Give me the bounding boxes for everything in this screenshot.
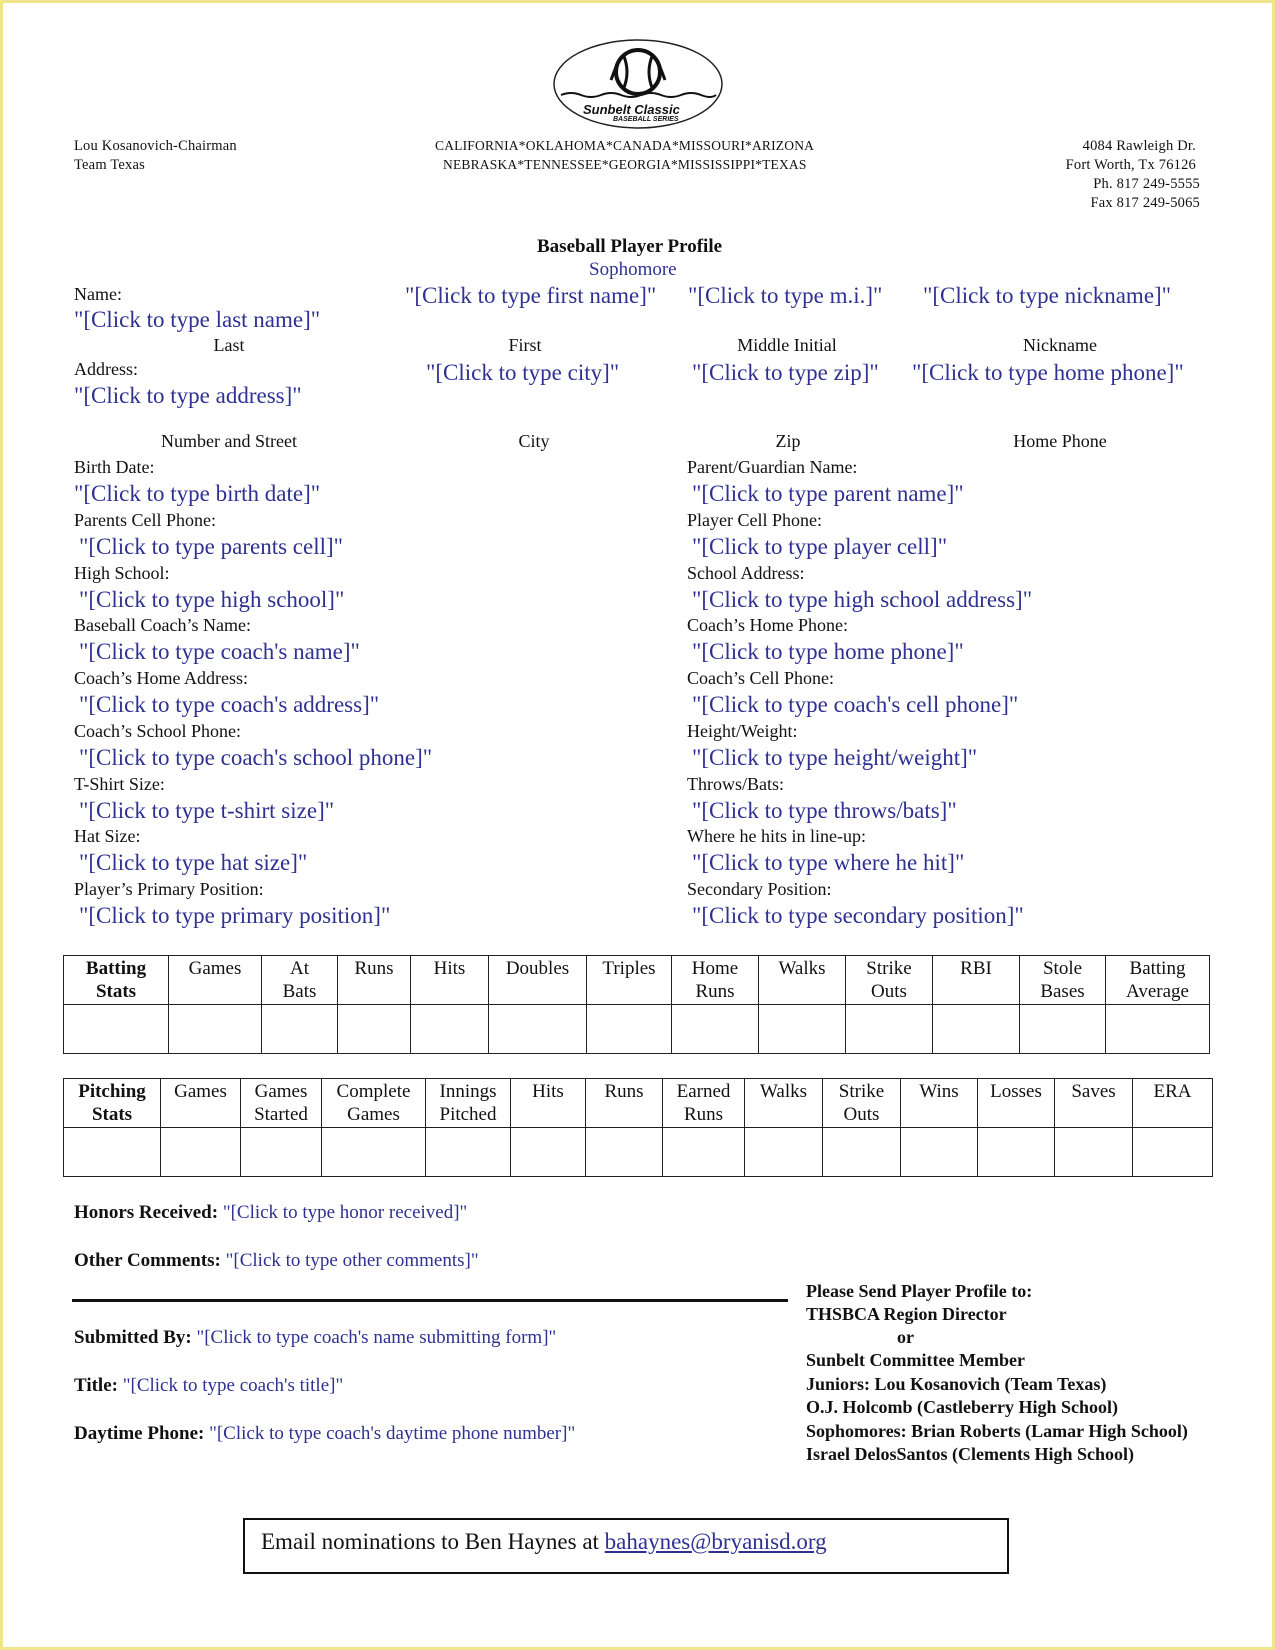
honors-row [74,1202,467,1224]
email-text: Email nominations to Ben Haynes at [261,1529,599,1554]
email-line [261,1529,827,1555]
honors-label: Honors Received: [74,1202,219,1223]
batting-col-triples: Triples [587,956,672,1005]
parent-name-field[interactable]: "[Click to type parent name]" [692,481,964,506]
hat-size-label: Hat Size: [74,826,141,846]
send-to-line: Sunbelt Committee Member [806,1350,1025,1370]
pitching-cell[interactable] [426,1128,511,1177]
height-weight-field[interactable]: "[Click to type height/weight]" [692,745,978,770]
coach-address-field[interactable]: "[Click to type coach's address]" [79,692,380,717]
batting-cell[interactable] [1020,1005,1106,1054]
middle-initial-field[interactable]: "[Click to type m.i.]" [688,283,883,308]
caption-zip: Zip [775,431,801,451]
divider [72,1299,788,1302]
logo-title: Sunbelt Classic [583,102,680,117]
batting-cell[interactable] [672,1005,759,1054]
pitching-header-row [64,1079,1213,1128]
name-label: Name: [74,284,122,304]
batting-col-runs: Runs [338,956,411,1005]
lineup-label: Where he hits in line-up: [687,826,866,846]
caption-number-street: Number and Street [161,431,297,451]
pitching-cell[interactable] [978,1128,1055,1177]
title-row [74,1375,343,1397]
caption-last: Last [213,335,245,355]
batting-col-hits: Hits [411,956,489,1005]
batting-col-rbi: RBI [933,956,1020,1005]
batting-col-stole-bases: Stole Bases [1020,956,1106,1005]
pitching-value-row [64,1128,1213,1177]
zip-field[interactable]: "[Click to type zip]" [692,360,879,385]
throws-bats-field[interactable]: "[Click to type throws/bats]" [692,798,957,823]
pitching-col-hits: Hits [511,1079,586,1128]
throws-bats-label: Throws/Bats: [687,774,784,794]
pitching-cell[interactable] [663,1128,745,1177]
batting-cell[interactable] [411,1005,489,1054]
pitching-col-wins: Wins [901,1079,978,1128]
class-level[interactable]: Sophomore [589,259,677,280]
pitching-col-losses: Losses [978,1079,1055,1128]
birth-date-field[interactable]: "[Click to type birth date]" [74,481,321,506]
birth-date-label: Birth Date: [74,457,155,477]
caption-first: First [508,335,542,355]
pitching-cell[interactable] [745,1128,823,1177]
header-right-line-3: Ph. 817 249-5555 [1093,176,1200,192]
primary-position-label: Player’s Primary Position: [74,879,264,899]
batting-cell[interactable] [587,1005,672,1054]
send-to-line: Please Send Player Profile to: [806,1281,1033,1301]
email-box [243,1518,1009,1574]
header-center-line-1: CALIFORNIA*OKLAHOMA*CANADA*MISSOURI*ARIZONA [435,138,815,153]
lineup-field[interactable]: "[Click to type where he hit]" [692,850,965,875]
pitching-cell[interactable] [901,1128,978,1177]
batting-col-home-runs: Home Runs [672,956,759,1005]
pitching-cell[interactable] [241,1128,322,1177]
pitching-cell [64,1128,161,1177]
honors-field[interactable]: "[Click to type honor received]" [222,1202,468,1223]
pitching-header-stats: Pitching Stats [64,1079,161,1128]
batting-value-row [64,1005,1210,1054]
coach-school-phone-field[interactable]: "[Click to type coach's school phone]" [79,745,433,770]
pitching-col-innings-pitched: Innings Pitched [426,1079,511,1128]
batting-col-doubles: Doubles [489,956,587,1005]
batting-cell [64,1005,169,1054]
pitching-cell[interactable] [1055,1128,1133,1177]
send-to-line: O.J. Holcomb (Castleberry High School) [806,1397,1118,1417]
secondary-position-field[interactable]: "[Click to type secondary position]" [692,903,1024,928]
batting-cell[interactable] [262,1005,338,1054]
send-to-line: Juniors: Lou Kosanovich (Team Texas) [806,1374,1107,1394]
coach-name-field[interactable]: "[Click to type coach's name]" [79,639,360,664]
first-name-field[interactable]: "[Click to type first name]" [405,283,657,308]
school-address-field[interactable]: "[Click to type high school address]" [692,587,1033,612]
pitching-stats-table [63,1078,1213,1177]
primary-position-field[interactable]: "[Click to type primary position]" [79,903,391,928]
pitching-col-complete-games: Complete Games [322,1079,426,1128]
title-label: Title: [74,1375,118,1396]
last-name-field[interactable]: "[Click to type last name]" [74,307,321,332]
pitching-cell[interactable] [586,1128,663,1177]
tshirt-size-label: T-Shirt Size: [74,774,165,794]
parent-name-label: Parent/Guardian Name: [687,457,858,477]
header-right-line-4: Fax 817 249-5065 [1090,195,1200,211]
batting-cell[interactable] [489,1005,587,1054]
send-to-line: or [897,1327,914,1347]
tshirt-size-field[interactable]: "[Click to type t-shirt size]" [79,798,335,823]
send-to-line: Israel DelosSantos (Clements High School) [806,1444,1134,1464]
school-address-label: School Address: [687,563,805,583]
address-field[interactable]: "[Click to type address]" [74,383,302,408]
parents-cell-label: Parents Cell Phone: [74,510,216,530]
batting-col-games: Games [169,956,262,1005]
player-cell-label: Player Cell Phone: [687,510,822,530]
batting-header-stats: Batting Stats [64,956,169,1005]
send-to-line: THSBCA Region Director [806,1304,1007,1324]
coach-address-label: Coach’s Home Address: [74,668,248,688]
coach-cell-phone-label: Coach’s Cell Phone: [687,668,834,688]
batting-cell[interactable] [933,1005,1020,1054]
batting-header-row [64,956,1210,1005]
pitching-col-runs: Runs [586,1079,663,1128]
batting-col-strike-outs: Strike Outs [846,956,933,1005]
parents-cell-field[interactable]: "[Click to type parents cell]" [79,534,344,559]
submitted-field[interactable]: "[Click to type coach's name submitting form]" [196,1327,557,1348]
batting-cell[interactable] [338,1005,411,1054]
batting-col-at-bats: At Bats [262,956,338,1005]
batting-stats-table [63,955,1210,1054]
header-center-line-2: NEBRASKA*TENNESSEE*GEORGIA*MISSISSIPPI*TEXAS [443,157,807,172]
coach-school-phone-label: Coach’s School Phone: [74,721,241,741]
coach-cell-phone-field[interactable]: "[Click to type coach's cell phone]" [692,692,1019,717]
coach-home-phone-label: Coach’s Home Phone: [687,615,848,635]
daytime-label: Daytime Phone: [74,1423,205,1444]
comments-field[interactable]: "[Click to type other comments]" [225,1250,479,1271]
pitching-col-walks: Walks [745,1079,823,1128]
pitching-col-games: Games [161,1079,241,1128]
submitted-label: Submitted By: [74,1327,192,1348]
address-label: Address: [74,359,138,379]
caption-city: City [518,431,550,451]
form-title: Baseball Player Profile [537,236,723,257]
caption-home-phone: Home Phone [1013,431,1107,451]
batting-cell[interactable] [759,1005,846,1054]
header-left-line-1: Lou Kosanovich-Chairman [74,138,237,154]
daytime-row [74,1423,575,1445]
caption-nickname: Nickname [1023,335,1097,355]
comments-row [74,1250,479,1272]
comments-label: Other Comments: [74,1250,221,1271]
coach-name-label: Baseball Coach’s Name: [74,615,251,635]
caption-middle-initial: Middle Initial [737,335,837,355]
coach-home-phone-field[interactable]: "[Click to type home phone]" [692,639,964,664]
batting-col-batting-average: Batting Average [1106,956,1210,1005]
batting-cell[interactable] [1106,1005,1210,1054]
batting-col-walks: Walks [759,956,846,1005]
pitching-cell[interactable] [1133,1128,1213,1177]
email-link[interactable]: bahaynes@bryanisd.org [604,1529,827,1554]
hat-size-field[interactable]: "[Click to type hat size]" [79,850,308,875]
pitching-col-saves: Saves [1055,1079,1133,1128]
pitching-cell[interactable] [511,1128,586,1177]
high-school-label: High School: [74,563,170,583]
pitching-cell[interactable] [823,1128,901,1177]
city-field[interactable]: "[Click to type city]" [426,360,620,385]
pitching-cell[interactable] [161,1128,241,1177]
header-right-line-1: 4084 Rawleigh Dr. [1082,138,1196,154]
header-left-line-2: Team Texas [74,157,145,173]
pitching-col-strike-outs: Strike Outs [823,1079,901,1128]
batting-cell[interactable] [846,1005,933,1054]
home-phone-field[interactable]: "[Click to type home phone]" [912,360,1184,385]
pitching-col-earned-runs: Earned Runs [663,1079,745,1128]
player-cell-field[interactable]: "[Click to type player cell]" [692,534,948,559]
daytime-field[interactable]: "[Click to type coach's daytime phone number]" [209,1423,576,1444]
secondary-position-label: Secondary Position: [687,879,832,899]
header-right-line-2: Fort Worth, Tx 76126 [1065,157,1196,173]
submitted-row [74,1327,556,1349]
pitching-cell[interactable] [322,1128,426,1177]
pitching-col-era: ERA [1133,1079,1213,1128]
logo-subtitle: BASEBALL SERIES [613,116,679,123]
sunbelt-logo [551,36,725,132]
high-school-field[interactable]: "[Click to type high school]" [79,587,345,612]
title-field[interactable]: "[Click to type coach's title]" [122,1375,344,1396]
batting-cell[interactable] [169,1005,262,1054]
send-to-line: Sophomores: Brian Roberts (Lamar High School) [806,1421,1188,1441]
nickname-field[interactable]: "[Click to type nickname]" [923,283,1172,308]
height-weight-label: Height/Weight: [687,721,798,741]
pitching-col-games-started: Games Started [241,1079,322,1128]
